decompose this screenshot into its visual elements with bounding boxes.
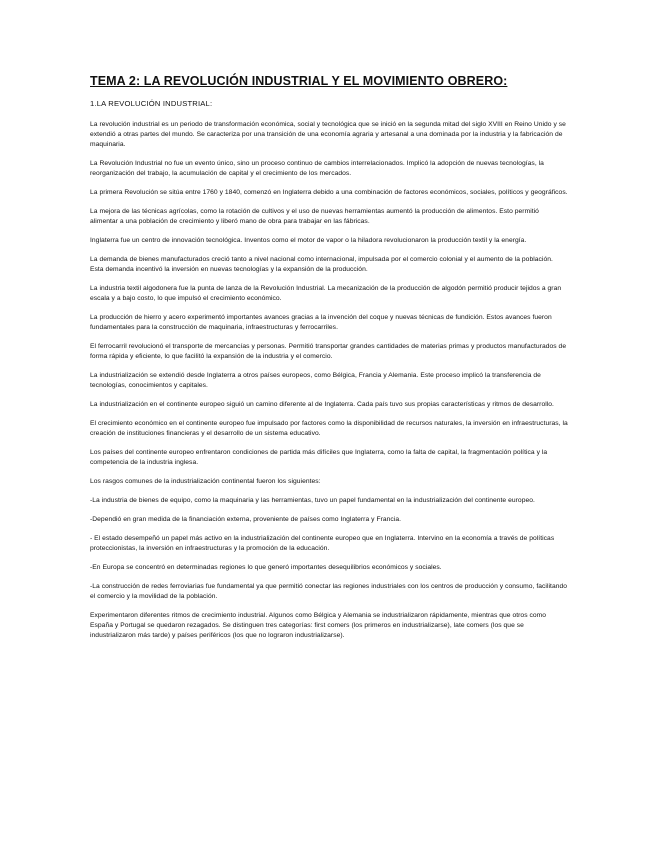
paragraph: El crecimiento económico en el continente europeo fue impulsado por factores como la disponibilidad de recursos naturales, la inversión en infraestructuras, la creación de instituciones financieras y el desarrollo de un sistema educativo.	[90, 420, 568, 437]
paragraph-list	[90, 120, 568, 641]
list-item: -La industria de bienes de equipo, como la maquinaria y las herramientas, tuvo un papel fundamental en la industrialización del continente europeo.	[90, 497, 535, 504]
list-item: -En Europa se concentró en determinadas regiones lo que generó importantes desequilibrios económicos y sociales.	[90, 564, 442, 571]
paragraph: El ferrocarril revolucionó el transporte de mercancías y personas. Permitió transportar grandes cantidades de materias primas y productos manufacturados de forma rápida y eficiente, lo que facilitó la expansión de la industria y el comercio.	[90, 343, 567, 360]
paragraph: La industria textil algodonera fue la punta de lanza de la Revolución Industrial. La mecanización de la producción de algodón permitió producir tejidos a gran escala y a bajo costo, lo que impulsó el crecimiento económico.	[90, 285, 562, 302]
paragraph: La revolución industrial es un periodo de transformación económica, social y tecnológica que se inició en la segunda mitad del siglo XVIII en Reino Unido y se extendió a otras partes del mundo. Se caracteriza por una transición de una economía agraria y artesanal a una dominada por la industria y la fabricación de maquinaria.	[90, 121, 566, 148]
paragraph: La producción de hierro y acero experimentó importantes avances gracias a la invención del coque y nuevas técnicas de fundición. Estos avances fueron fundamentales para la construcción de maquinaria, infraestructuras y ferrocarriles.	[90, 314, 552, 331]
paragraph: Los países del continente europeo enfrentaron condiciones de partida más difíciles que Inglaterra, como la falta de capital, la fragmentación política y la competencia de la industria inglesa.	[90, 449, 548, 466]
paragraph: Experimentaron diferentes ritmos de crecimiento industrial. Algunos como Bélgica y Alemania se industrializaron rápidamente, mientras que otros como España y Portugal se quedaron rezagados. Se distinguen tres categorías: first comers (los primeros en industrializarse), late comers (los que se industrializaron más tarde) y países periféricos (los que no lograron industrializarse).	[90, 612, 547, 639]
paragraph: La demanda de bienes manufacturados creció tanto a nivel nacional como internacional, impulsada por el comercio colonial y el aumento de la población. Esta demanda incentivó la inversión en nuevas tecnologías y la expansión de la producción.	[90, 256, 553, 273]
document-body	[90, 74, 568, 650]
paragraph: La mejora de las técnicas agrícolas, como la rotación de cultivos y el uso de nuevas herramientas aumentó la producción de alimentos. Esto permitió alimentar a una población de crecimiento y liberó mano de obra para trabajar en las fábricas.	[90, 208, 539, 225]
paragraph: Inglaterra fue un centro de innovación tecnológica. Inventos como el motor de vapor o la hiladora revolucionaron la producción textil y la energía.	[90, 237, 527, 244]
page-title: TEMA 2: LA REVOLUCIÓN INDUSTRIAL Y EL MOVIMIENTO OBRERO:	[90, 74, 508, 88]
list-item: - El estado desempeñó un papel más activo en la industrialización del continente europeo que en Inglaterra. Intervino en la economía a través de políticas proteccionistas, la inversión en infraestructuras y la promoción de la educación.	[90, 535, 555, 552]
list-item: -La construcción de redes ferroviarias fue fundamental ya que permitió conectar las regiones industriales con los centros de producción y consumo, facilitando el comercio y la movilidad de la población.	[90, 583, 568, 600]
list-item: -Dependió en gran medida de la financiación externa, proveniente de países como Inglaterra y Francia.	[90, 516, 401, 523]
paragraph: Los rasgos comunes de la industrialización continental fueron los siguientes:	[90, 478, 321, 485]
section-heading: 1.LA REVOLUCIÓN INDUSTRIAL:	[90, 99, 213, 108]
paragraph: La Revolución Industrial no fue un evento único, sino un proceso continuo de cambios interrelacionados. Implicó la adopción de nuevas tecnologías, la reorganización del trabajo, la acumulación de capital y el crecimiento de los mercados.	[90, 160, 544, 177]
paragraph: La industrialización en el continente europeo siguió un camino diferente al de Inglaterra. Cada país tuvo sus propias características y ritmos de desarrollo.	[90, 401, 554, 408]
paragraph: La primera Revolución se sitúa entre 1760 y 1840, comenzó en Inglaterra debido a una combinación de factores económicos, sociales, políticos y geográficos.	[90, 189, 568, 196]
paragraph: La industrialización se extendió desde Inglaterra a otros países europeos, como Bélgica, Francia y Alemania. Este proceso implicó la transferencia de tecnologías, conocimientos y capitales.	[90, 372, 541, 389]
